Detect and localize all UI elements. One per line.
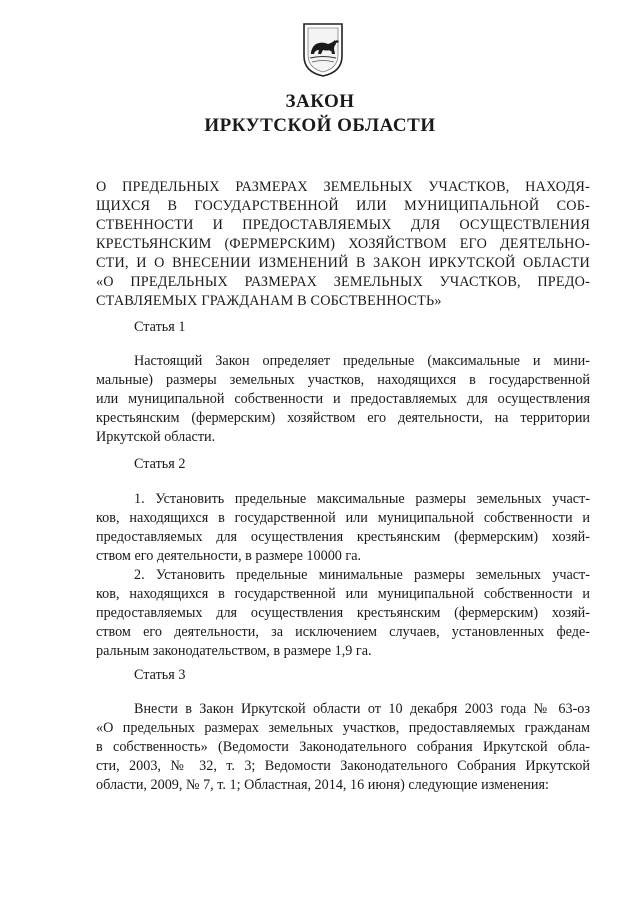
subject-line: КРЕСТЬЯНСКИМ (ФЕРМЕРСКИМ) ХОЗЯЙСТВОМ ЕГО ДЕЯТЕЛЬНО- (96, 236, 590, 252)
article-1-heading: Статья 1 (134, 319, 186, 335)
article-3-line: сти, 2003, № 32, т. 3; Ведомости Законодательного Собрания Иркутской (96, 758, 590, 774)
article-2-line: предоставляемых для осуществления крестьянским (фермерским) хозяй- (96, 529, 590, 545)
document-title-line2: ИРКУТСКОЙ ОБЛАСТИ (204, 115, 436, 136)
article-2-line: ством его деятельности, в размере 10000 га. (96, 548, 362, 564)
article-3-line: «О предельных размерах земельных участков, предоставляемых гражданам (96, 720, 590, 736)
subject-line: О ПРЕДЕЛЬНЫХ РАЗМЕРАХ ЗЕМЕЛЬНЫХ УЧАСТКОВ, НАХОДЯ- (96, 179, 590, 195)
article-2-line: 2. Установить предельные минимальные размеры земельных участ- (134, 567, 590, 583)
article-1-line: или муниципальной собственности и предоставляемых для осуществления (96, 391, 590, 407)
subject-line: «О ПРЕДЕЛЬНЫХ РАЗМЕРАХ ЗЕМЕЛЬНЫХ УЧАСТКОВ, ПРЕДО- (96, 274, 590, 290)
article-2-line: ков, находящихся в государственной или муниципальной собственности и (96, 586, 590, 602)
article-2-line: 1. Установить предельные максимальные размеры земельных участ- (134, 491, 590, 507)
subject-line: СТАВЛЯЕМЫХ ГРАЖДАНАМ В СОБСТВЕННОСТЬ» (96, 293, 442, 309)
subject-line: СТВЕННОСТИ И ПРЕДОСТАВЛЯЕМЫХ ДЛЯ ОСУЩЕСТВЛЕНИЯ (96, 217, 590, 233)
article-1-line: Иркутской области. (96, 429, 216, 445)
article-2-line: ральным законодательством, в размере 1,9 га. (96, 643, 372, 659)
document-title-line1: ЗАКОН (285, 91, 355, 112)
article-3-heading: Статья 3 (134, 667, 186, 683)
article-3-line: Внести в Закон Иркутской области от 10 декабря 2003 года № 63-оз (134, 701, 590, 717)
article-2-heading: Статья 2 (134, 456, 186, 472)
article-3-line: области, 2009, № 7, т. 1; Областная, 2014, 16 июня) следующие изменения: (96, 777, 549, 793)
subject-line: ЩИХСЯ В ГОСУДАРСТВЕННОЙ ИЛИ МУНИЦИПАЛЬНОЙ СОБ- (96, 198, 590, 214)
article-1-line: Настоящий Закон определяет предельные (максимальные и мини- (134, 353, 590, 369)
irkutsk-coat-of-arms-icon (302, 22, 344, 78)
article-2-line: ков, находящихся в государственной или муниципальной собственности и (96, 510, 590, 526)
article-2-line: ством его деятельности, за исключением случаев, установленных феде- (96, 624, 590, 640)
article-1-line: мальные) размеры земельных участков, находящихся в государственной (96, 372, 590, 388)
article-2-line: предоставляемых для осуществления крестьянским (фермерским) хозяй- (96, 605, 590, 621)
subject-line: СТИ, И О ВНЕСЕНИИ ИЗМЕНЕНИЙ В ЗАКОН ИРКУТСКОЙ ОБЛАСТИ (96, 255, 590, 271)
article-1-line: крестьянским (фермерским) хозяйством его деятельности, на территории (96, 410, 590, 426)
article-3-line: в собственность» (Ведомости Законодательного собрания Иркутской обла- (96, 739, 590, 755)
